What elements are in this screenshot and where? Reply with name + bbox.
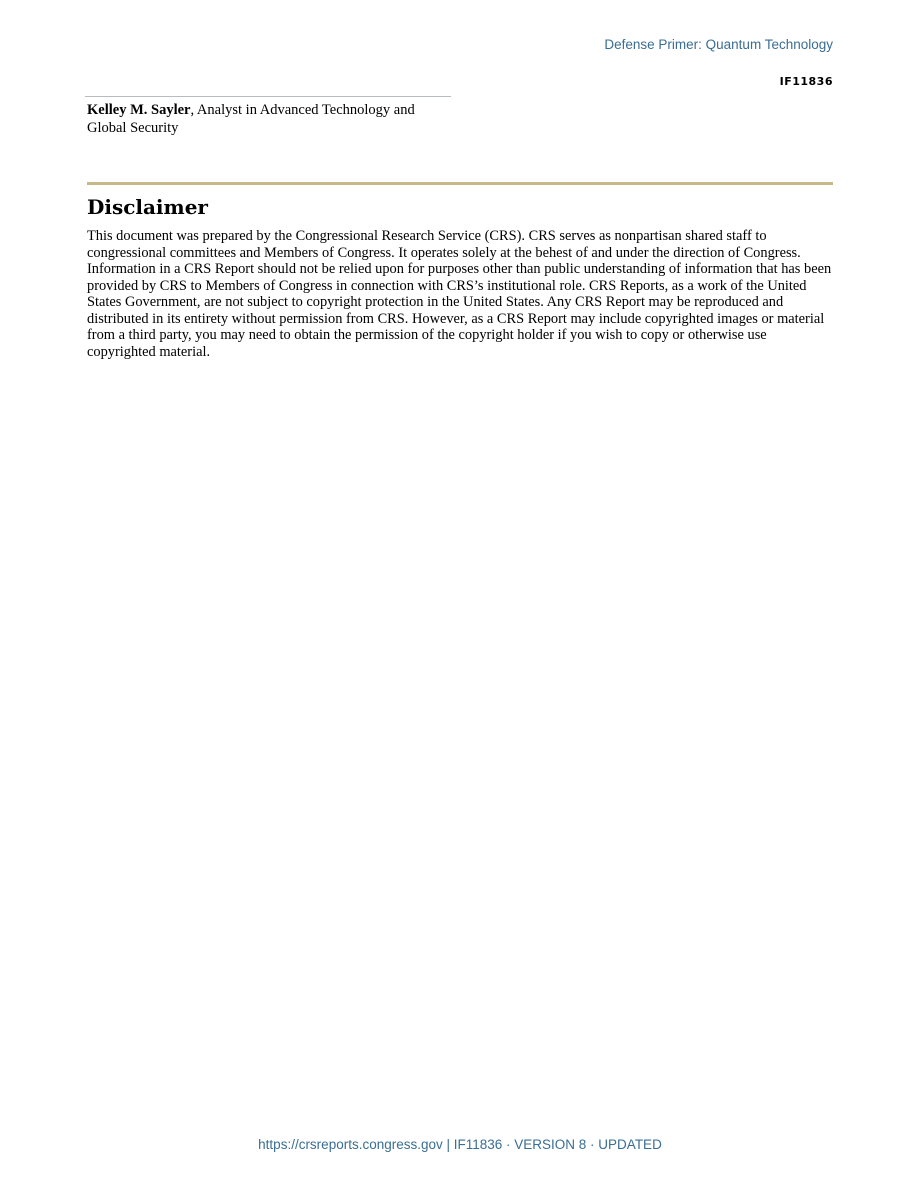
running-header-title: Defense Primer: Quantum Technology (604, 37, 833, 52)
disclaimer-body: This document was prepared by the Congressional Research Service (CRS). CRS serves as nonpartisan shared staff to congressional committees and Members of Congress. It operates solely at the behest of and under the direction of Congress. Information in a CRS Report should not be relied upon for purposes other than public understanding of information that has been provided by CRS to Members of Congress in connection with CRS’s institutional role. CRS Reports, as a work of the United States Government, are not subject to copyright protection in the United States. Any CRS Report may be reproduced and distributed in its entirety without permission from CRS. However, as a CRS Report may include copyrighted images or material from a third party, you may need to obtain the permission of the copyright holder if you wish to copy or otherwise use copyrighted material. (87, 228, 832, 360)
author-title: , Analyst in Advanced Technology and Global Security (87, 102, 415, 136)
report-number: IF11836 (779, 75, 833, 88)
disclaimer-heading: Disclaimer (87, 195, 208, 219)
author-name: Kelley M. Sayler (87, 102, 191, 118)
author-block (87, 101, 447, 137)
section-divider (87, 182, 833, 185)
author-divider (85, 96, 451, 97)
page-footer: https://crsreports.congress.gov | IF11836 · VERSION 8 · UPDATED (258, 1137, 662, 1152)
